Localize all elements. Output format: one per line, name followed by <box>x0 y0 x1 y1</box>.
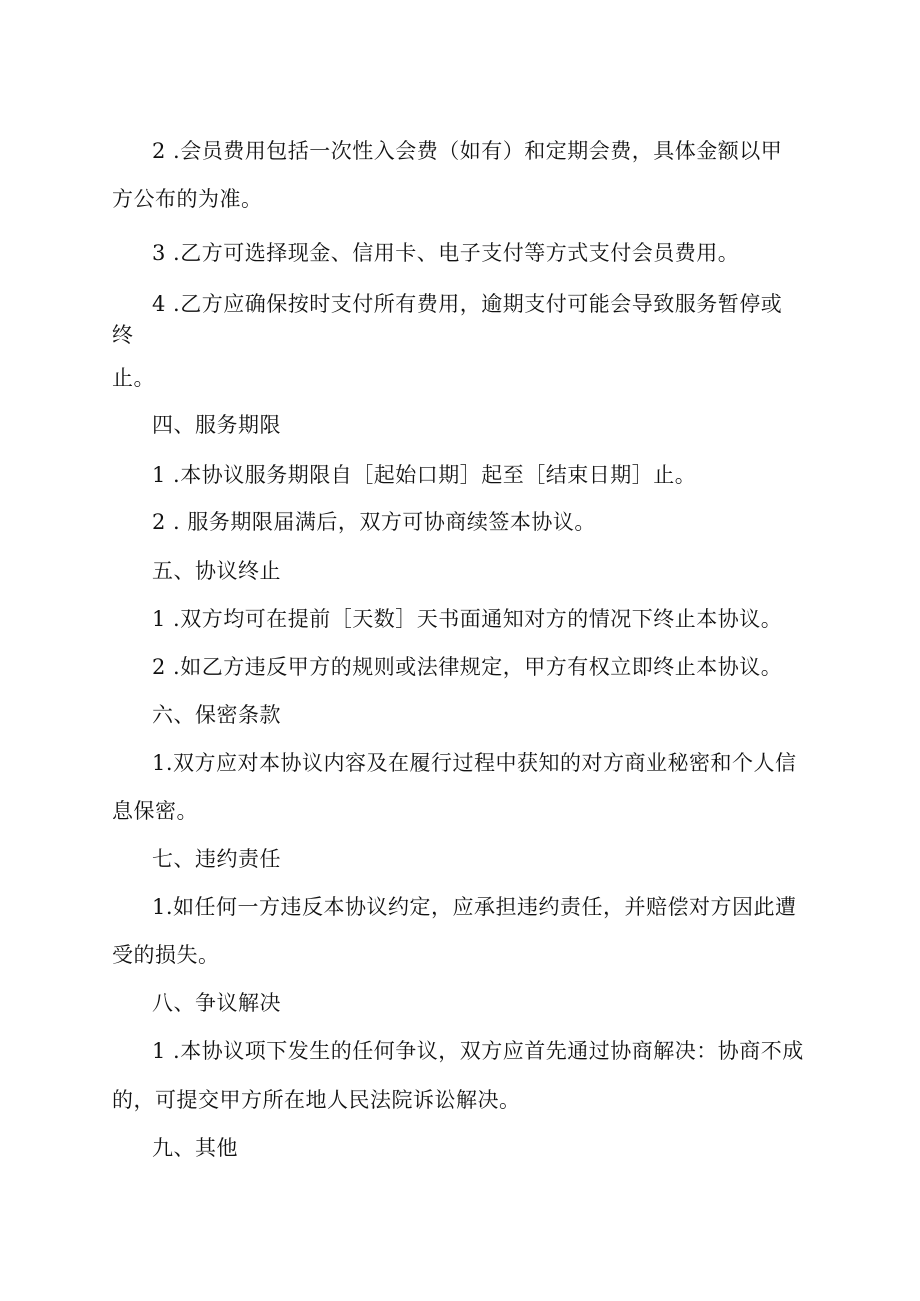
clause-6-1-line-1: 1.双方应对本协议内容及在履行过程中获知的对方商业秘密和个人信 <box>152 751 797 775</box>
clause-6-1-line-2: 息保密。 <box>112 799 198 823</box>
clause-4-1: 1 .本协议服务期限自［起始口期］起至［结束日期］止。 <box>152 463 697 487</box>
clause-3-3: 3 .乙方可选择现金、信用卡、电子支付等方式支付会员费用。 <box>152 241 740 265</box>
clause-3-2-line-1: 2 .会员费用包括一次性入会费（如有）和定期会费，具体金额以甲 <box>152 139 783 163</box>
section-heading-6: 六、保密条款 <box>152 703 281 727</box>
section-heading-9: 九、其他 <box>152 1136 238 1160</box>
clause-3-2-line-2: 方公布的为准。 <box>112 187 263 211</box>
clause-8-1-line-2: 的，可提交甲方所在地人民法院诉讼解决。 <box>112 1088 521 1112</box>
clause-5-1: 1 .双方均可在提前［天数］天书面通知对方的情况下终止本协议。 <box>152 607 783 631</box>
clause-5-2: 2 .如乙方违反甲方的规则或法律规定，甲方有权立即终止本协议。 <box>152 655 783 679</box>
clause-4-2: 2 . 服务期限届满后，双方可协商续签本协议。 <box>152 510 596 534</box>
section-heading-4: 四、服务期限 <box>152 413 281 437</box>
clause-8-1-line-1: 1 .本协议项下发生的任何争议，双方应首先通过协商解决：协商不成 <box>152 1039 804 1063</box>
section-heading-7: 七、违约责任 <box>152 847 281 871</box>
clause-7-1-line-2: 受的损失。 <box>112 943 220 967</box>
section-heading-5: 五、协议终止 <box>152 559 281 583</box>
section-heading-8: 八、争议解决 <box>152 991 281 1015</box>
clause-3-4-line-3: 止。 <box>112 366 155 390</box>
clause-3-4-line-1: 4 .乙方应确保按时支付所有费用，逾期支付可能会导致服务暂停或 <box>152 292 783 316</box>
clause-3-4-line-2: 终 <box>112 323 134 347</box>
clause-7-1-line-1: 1.如任何一方违反本协议约定，应承担违约责任，并赔偿对方因此遭 <box>152 895 797 919</box>
